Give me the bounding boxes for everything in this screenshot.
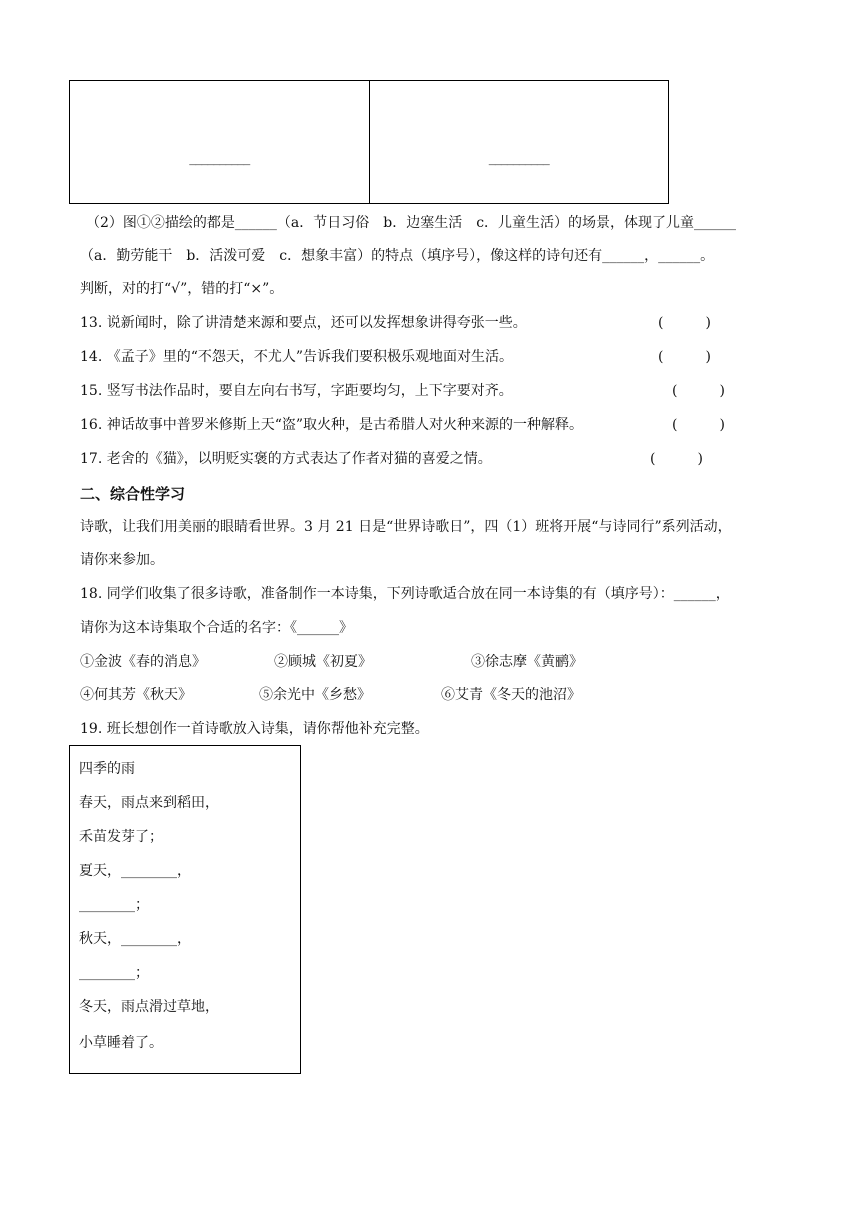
judge-item-15: 15. 竖写书法作品时，要自左向右书写，字距要均匀，上下字要对齐。: [80, 383, 513, 399]
judge-answer-16[interactable]: ( ): [672, 417, 725, 433]
poem-option-2: ②顾城《初夏》: [274, 654, 372, 670]
question-18-line-1: 18. 同学们收集了很多诗歌，准备制作一本诗集，下列诗歌适合放在同一本诗集的有（填序号）：______，: [80, 586, 730, 602]
answer-blank-left[interactable]: __________: [189, 150, 250, 166]
poem-option-1: ①金波《春的消息》: [80, 654, 206, 670]
section-intro-line-1: 诗歌，让我们用美丽的眼睛看世界。3 月 21 日是“世界诗歌日”，四（1）班将开展“与诗同行”系列活动，: [80, 519, 732, 535]
poem-line-winter-1: 冬天，雨点滑过草地，: [79, 999, 219, 1015]
judge-answer-13[interactable]: ( ): [658, 315, 711, 331]
section-intro-line-2: 请你来参加。: [80, 552, 164, 568]
poem-line-autumn-1[interactable]: 秋天，________，: [79, 931, 191, 947]
judge-item-13: 13. 说新闻时，除了讲清楚来源和要点，还可以发挥想象讲得夸张一些。: [80, 315, 527, 331]
answer-cell-right: [369, 81, 669, 203]
poem-line-spring-2: 禾苗发芽了；: [79, 829, 163, 845]
answer-blank-right[interactable]: __________: [488, 150, 549, 166]
judge-answer-15[interactable]: ( ): [672, 383, 725, 399]
answer-cell-left: [70, 81, 369, 203]
judge-instruction: 判断，对的打“√”，错的打“×”。: [80, 281, 284, 297]
poem-line-spring-1: 春天，雨点来到稻田，: [79, 795, 219, 811]
image-answer-table: [69, 80, 669, 204]
question-19-prompt: 19. 班长想创作一首诗歌放入诗集，请你帮他补充完整。: [80, 721, 429, 737]
poem-option-5: ⑤余光中《乡愁》: [259, 687, 371, 703]
poem-line-autumn-2[interactable]: ________；: [79, 965, 149, 981]
poem-line-winter-2: 小草睡着了。: [79, 1035, 163, 1051]
poem-title: 四季的雨: [79, 761, 135, 777]
poem-line-summer-2[interactable]: ________；: [79, 897, 149, 913]
judge-item-14: 14. 《孟子》里的“不怨天，不尤人”告诉我们要积极乐观地面对生活。: [80, 349, 514, 365]
judge-answer-17[interactable]: ( ): [650, 451, 703, 467]
judge-answer-14[interactable]: ( ): [658, 349, 711, 365]
question-18-line-2: 请你为这本诗集取个合适的名字：《______》: [80, 620, 353, 636]
poem-box: [69, 745, 301, 1074]
question-2-line-1: （2）图①②描绘的都是______（a．节日习俗 b．边塞生活 c．儿童生活）的场景，体现了儿童______: [86, 215, 737, 231]
poem-line-summer-1[interactable]: 夏天，________，: [79, 863, 191, 879]
poem-option-4: ④何其芳《秋天》: [80, 687, 192, 703]
judge-item-16: 16. 神话故事中普罗米修斯上天“盗”取火种，是古希腊人对火种来源的一种解释。: [80, 417, 584, 433]
poem-option-6: ⑥艾青《冬天的池沼》: [441, 687, 581, 703]
judge-item-17: 17. 老舍的《猫》，以明贬实褒的方式表达了作者对猫的喜爱之情。: [80, 451, 492, 467]
poem-option-3: ③徐志摩《黄鹂》: [471, 654, 583, 670]
question-2-line-2: （a．勤劳能干 b．活泼可爱 c．想象丰富）的特点（填序号），像这样的诗句还有______，______。: [80, 248, 715, 264]
section-title: 二、综合性学习: [80, 485, 186, 503]
